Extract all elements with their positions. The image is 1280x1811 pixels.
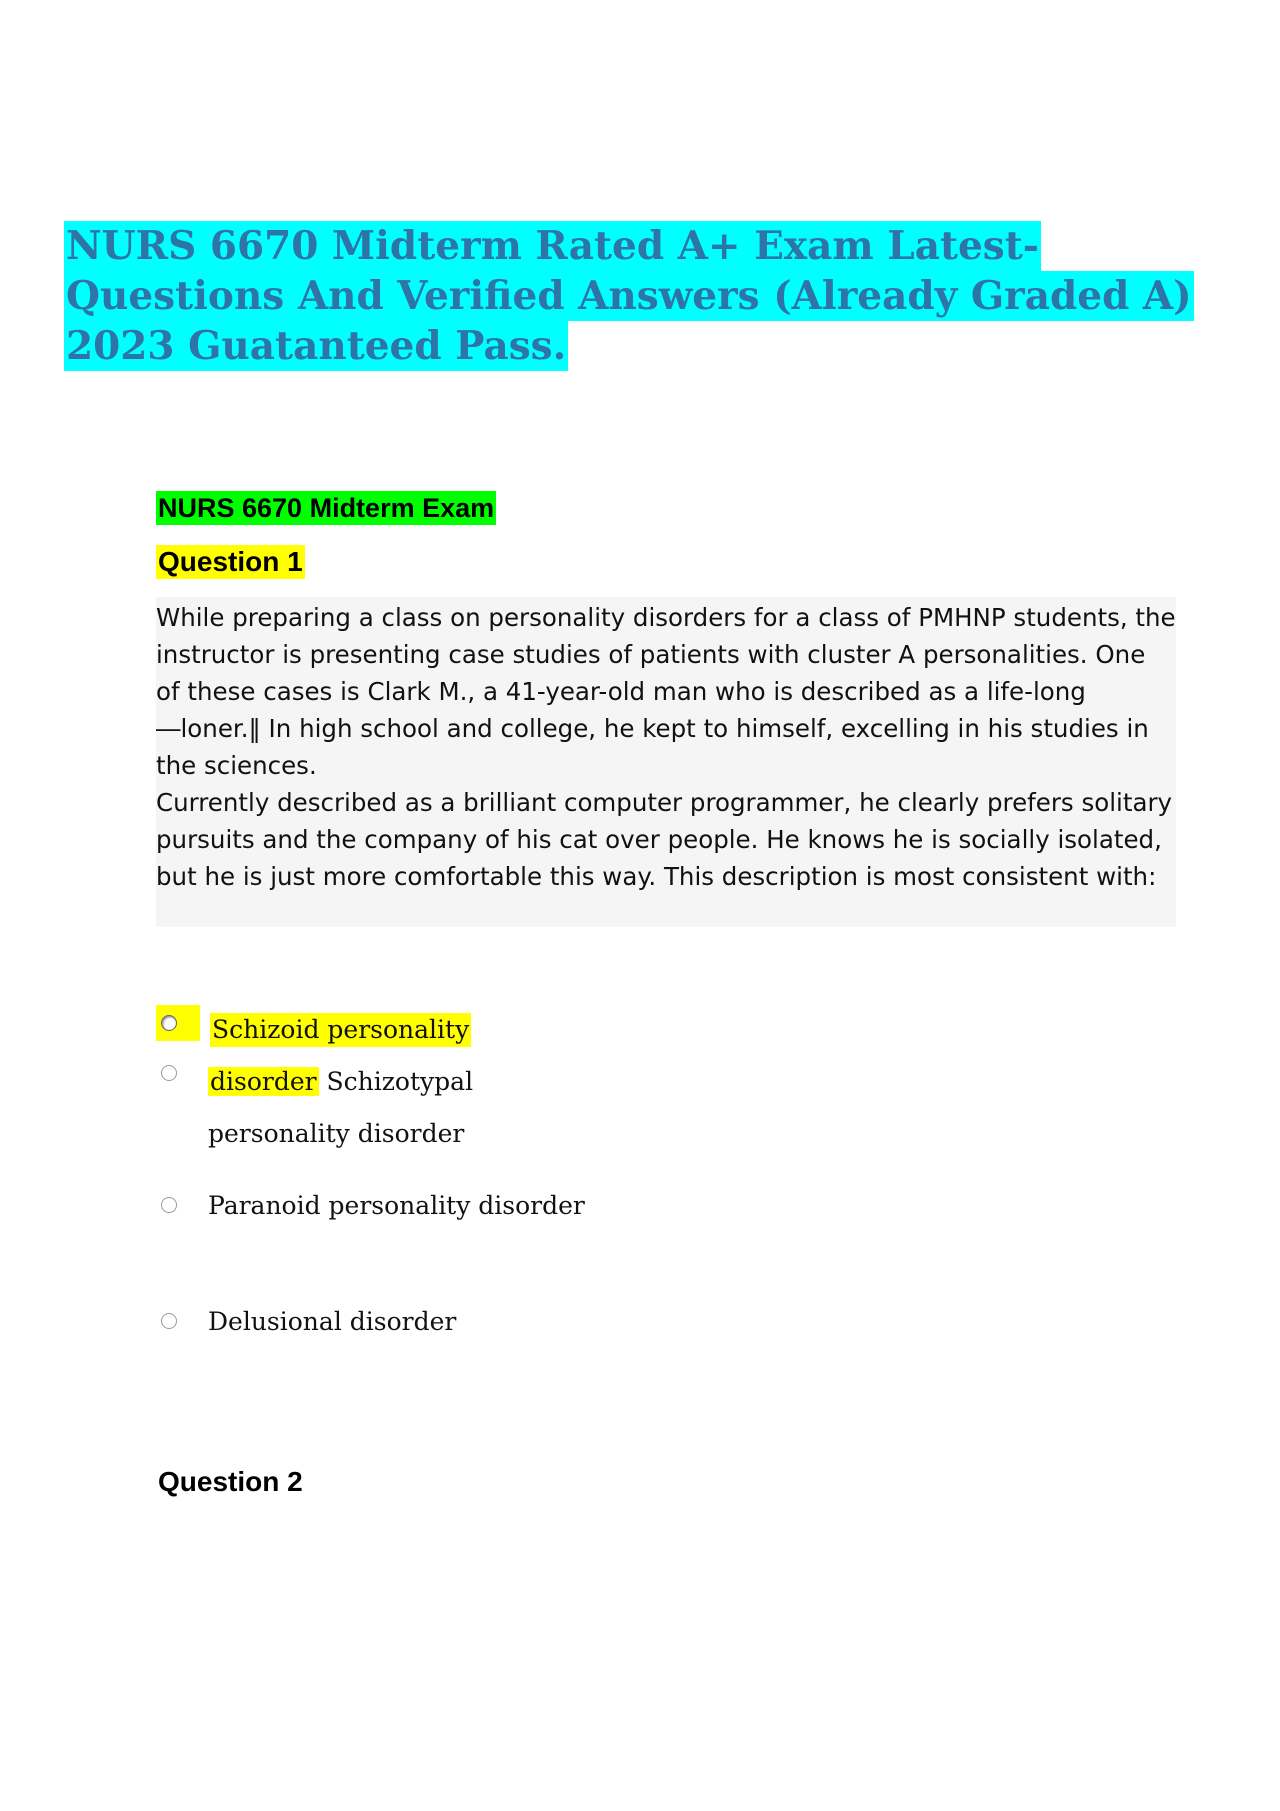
- question-1-paragraph-2: Currently described as a brilliant computer programmer, he clearly prefers solitary pursuits and the company of his cat over people. He knows he is socially isolated, but he is just more comfortable this way. This description is most consistent with:: [156, 788, 1173, 891]
- option-text-line-2-rest: Schizotypal: [318, 1067, 474, 1096]
- document-title: [64, 221, 1214, 371]
- option-text-line-2: [208, 1065, 473, 1099]
- option-text-paranoid: Paranoid personality disorder: [208, 1191, 585, 1220]
- option-text-delusional: Delusional disorder: [208, 1307, 457, 1336]
- question-1-text-box: [156, 597, 1176, 927]
- radio-option-schizotypal[interactable]: [161, 1065, 177, 1081]
- question-1-paragraph-1: While preparing a class on personality disorders for a class of PMHNP students, the instructor is presenting case studies of patients with cluster A personalities. One of these cases is Clark M., a 41-year-old man who is described as a life-long ―loner.‖ In high school and college, he kept to himself, excelling in his studies in the sciences.: [156, 603, 1176, 780]
- radio-option-paranoid[interactable]: [161, 1197, 177, 1213]
- radio-option-delusional[interactable]: [161, 1313, 177, 1329]
- question-2-label: Question 2: [158, 1466, 303, 1497]
- option-text-line-1: Schizoid personality: [210, 1013, 471, 1047]
- question-1-label: Question 1: [158, 546, 303, 577]
- radio-option-schizoid[interactable]: [161, 1015, 177, 1031]
- document-title-text: NURS 6670 Midterm Rated A+ Exam Latest-Questions And Verified Answers (Already Graded A) 2023 Guatanteed Pass.: [66, 223, 1192, 369]
- option-text-line-3: personality disorder: [208, 1119, 465, 1148]
- exam-heading: NURS 6670 Midterm Exam: [158, 493, 495, 523]
- option-text-line-2-highlight: disorder: [210, 1067, 317, 1096]
